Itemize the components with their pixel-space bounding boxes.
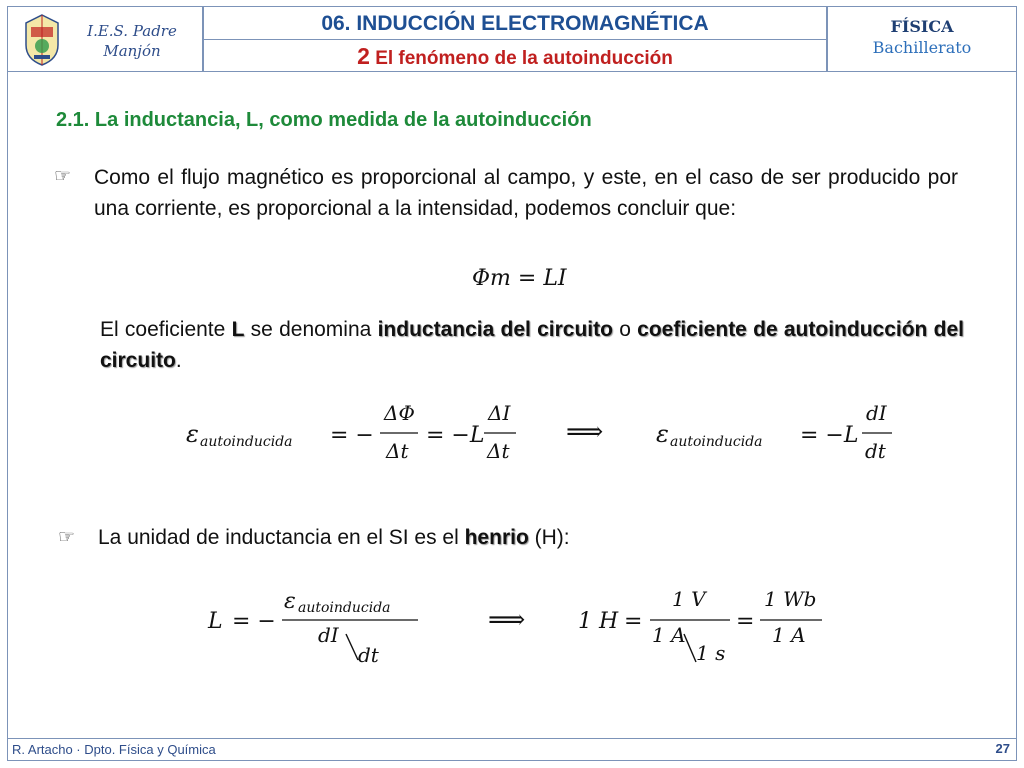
school-crest-icon (22, 13, 62, 67)
school-cell (7, 6, 203, 72)
bold-L: L (231, 318, 245, 341)
eq3-epsilon: ε (284, 589, 296, 614)
equation-emf-autoinduced (180, 396, 900, 468)
eq2-delta-t-2: Δt (487, 439, 510, 463)
eq2-epsilon: ε (186, 420, 199, 448)
equation-flux: Φm = LI (472, 266, 567, 291)
eq3-dt: dt (358, 643, 379, 667)
svg-text:= −: = − (232, 609, 276, 634)
term-coeficiente: coeficiente de autoinducción del circuito (100, 318, 964, 372)
subject-name: FÍSICA (890, 17, 954, 36)
eq3-one-A-2: 1 A (772, 623, 806, 647)
eq3-one-V: 1 V (672, 587, 706, 611)
eq2-dt: dt (865, 439, 886, 463)
implies-arrow-1: ⟹ (566, 417, 604, 447)
eq3-subscript: autoinducida (298, 600, 391, 616)
svg-text:= −L: = −L (800, 423, 859, 448)
equation-henry-unit (200, 584, 840, 674)
eq2-delta-t-1: Δt (386, 439, 409, 463)
svg-text:= −: = − (330, 423, 374, 448)
svg-text:=: = (736, 609, 755, 634)
eq3-one-A-1: 1 A (652, 623, 686, 647)
school-name: I.E.S. Padre Manjón (87, 22, 177, 60)
title-cell (203, 6, 827, 72)
section-title-bar (204, 40, 826, 72)
eq2-delta-phi: ΔΦ (384, 401, 415, 425)
eq3-L: L (208, 609, 223, 634)
implies-arrow-2: ⟹ (488, 605, 526, 635)
pointing-hand-icon: ☞ (54, 166, 72, 187)
page-number: 27 (995, 741, 1010, 756)
slide-header (7, 6, 1017, 72)
eq2-subscript-2: autoinducida (670, 434, 763, 450)
pointing-hand-icon-2: ☞ (58, 527, 76, 548)
eq3-one-H: 1 H (578, 609, 619, 634)
svg-text:=: = (624, 609, 643, 634)
eq2-subscript: autoinducida (200, 434, 293, 450)
footer-divider (7, 738, 1017, 739)
unit-title: 06. INDUCCIÓN ELECTROMAGNÉTICA (204, 7, 826, 40)
eq2-di: dI (866, 401, 887, 425)
section-number: 2 (357, 43, 370, 69)
section-title: El fenómeno de la autoinducción (375, 48, 673, 69)
paragraph-1: Como el flujo magnético es proporcional al campo, y este, en el caso de ser producido por una corriente, es proporcional a la intensidad, podemos concluir que: (94, 166, 958, 220)
eq3-dI: dI (318, 623, 339, 647)
subject-cell (827, 6, 1017, 72)
eq2-delta-i: ΔI (488, 401, 511, 425)
svg-text:= −L: = −L (426, 423, 485, 448)
paragraph-2: El coeficiente L se denomina inductancia del circuito o coeficiente de autoinducción del circuito. (100, 318, 964, 372)
term-inductancia: inductancia del circuito (377, 318, 613, 341)
subsection-title: 2.1. La inductancia, L, como medida de la autoinducción (56, 109, 592, 131)
paragraph-3: La unidad de inductancia en el SI es el henrio (H): (98, 526, 570, 549)
subject-level: Bachillerato (872, 38, 972, 57)
eq3-one-Wb: 1 Wb (764, 587, 817, 611)
footer-author: R. Artacho · Dpto. Física y Química (12, 742, 216, 757)
eq2-epsilon-2: ε (656, 420, 669, 448)
term-henrio: henrio (464, 526, 529, 549)
eq3-one-s: 1 s (696, 641, 726, 665)
